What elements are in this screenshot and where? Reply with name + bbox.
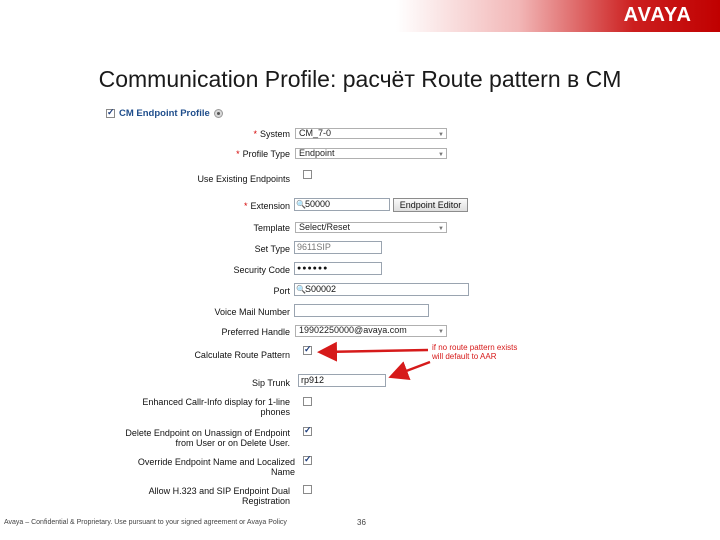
voice-mail-label: Voice Mail Number	[214, 307, 290, 317]
section-title: CM Endpoint Profile	[119, 108, 210, 119]
chevron-down-icon: ▼	[438, 152, 444, 158]
footer-text: Avaya – Confidential & Proprietary. Use pursuant to your signed agreement or Avaya Policy	[4, 519, 287, 526]
chevron-down-icon: ▼	[438, 329, 444, 335]
avaya-logo: AVAYA	[623, 4, 692, 26]
port-label: Port	[273, 286, 290, 296]
profile-type-select[interactable]: Endpoint ▼	[295, 148, 447, 159]
template-label: Template	[253, 223, 290, 233]
extension-input[interactable]: 🔍 50000	[294, 198, 390, 211]
delete-endpoint-label: Delete Endpoint on Unassign of Endpoint from User or on Delete User.	[125, 428, 290, 448]
system-label: * System	[253, 129, 290, 139]
use-existing-label: Use Existing Endpoints	[197, 174, 290, 184]
sip-trunk-label: Sip Trunk	[251, 378, 290, 388]
search-icon: 🔍	[296, 285, 306, 294]
set-type-label: Set Type	[254, 244, 290, 254]
security-code-label: Security Code	[233, 265, 290, 275]
security-code-input[interactable]: ●●●●●●	[294, 262, 382, 275]
template-select[interactable]: Select/Reset ▼	[295, 222, 447, 233]
arrow-to-calculate-route	[322, 350, 428, 352]
chevron-down-icon: ▼	[438, 132, 444, 138]
system-select[interactable]: CM_7-0 ▼	[295, 128, 447, 139]
chevron-down-icon: ▼	[438, 226, 444, 232]
calculate-route-label: Calculate Route Pattern	[194, 350, 290, 360]
annotation-note: if no route pattern exists will default to AAR	[432, 343, 518, 361]
profile-type-label: * Profile Type	[236, 149, 290, 159]
preferred-handle-label: Preferred Handle	[221, 327, 290, 337]
endpoint-editor-button[interactable]: Endpoint Editor	[393, 198, 468, 212]
preferred-handle-select[interactable]: 19902250000@avaya.com ▼	[295, 325, 447, 337]
slide-title: Communication Profile: расчёт Route pattern в CM	[98, 66, 622, 92]
search-icon: 🔍	[296, 200, 306, 209]
override-name-label: Override Endpoint Name and Localized Name	[137, 457, 295, 477]
set-type-input[interactable]: 9611SIP	[294, 241, 382, 254]
page-number: 36	[357, 518, 366, 527]
arrow-to-sip-trunk	[393, 362, 430, 376]
allow-dual-label: Allow H.323 and SIP Endpoint Dual Registration	[148, 486, 290, 506]
port-input[interactable]: 🔍 S00002	[294, 283, 469, 296]
extension-label: * Extension	[243, 201, 290, 211]
enhanced-callr-label: Enhanced Callr-Info display for 1-line phones	[142, 397, 290, 417]
sip-trunk-input[interactable]: rp912	[298, 374, 386, 387]
